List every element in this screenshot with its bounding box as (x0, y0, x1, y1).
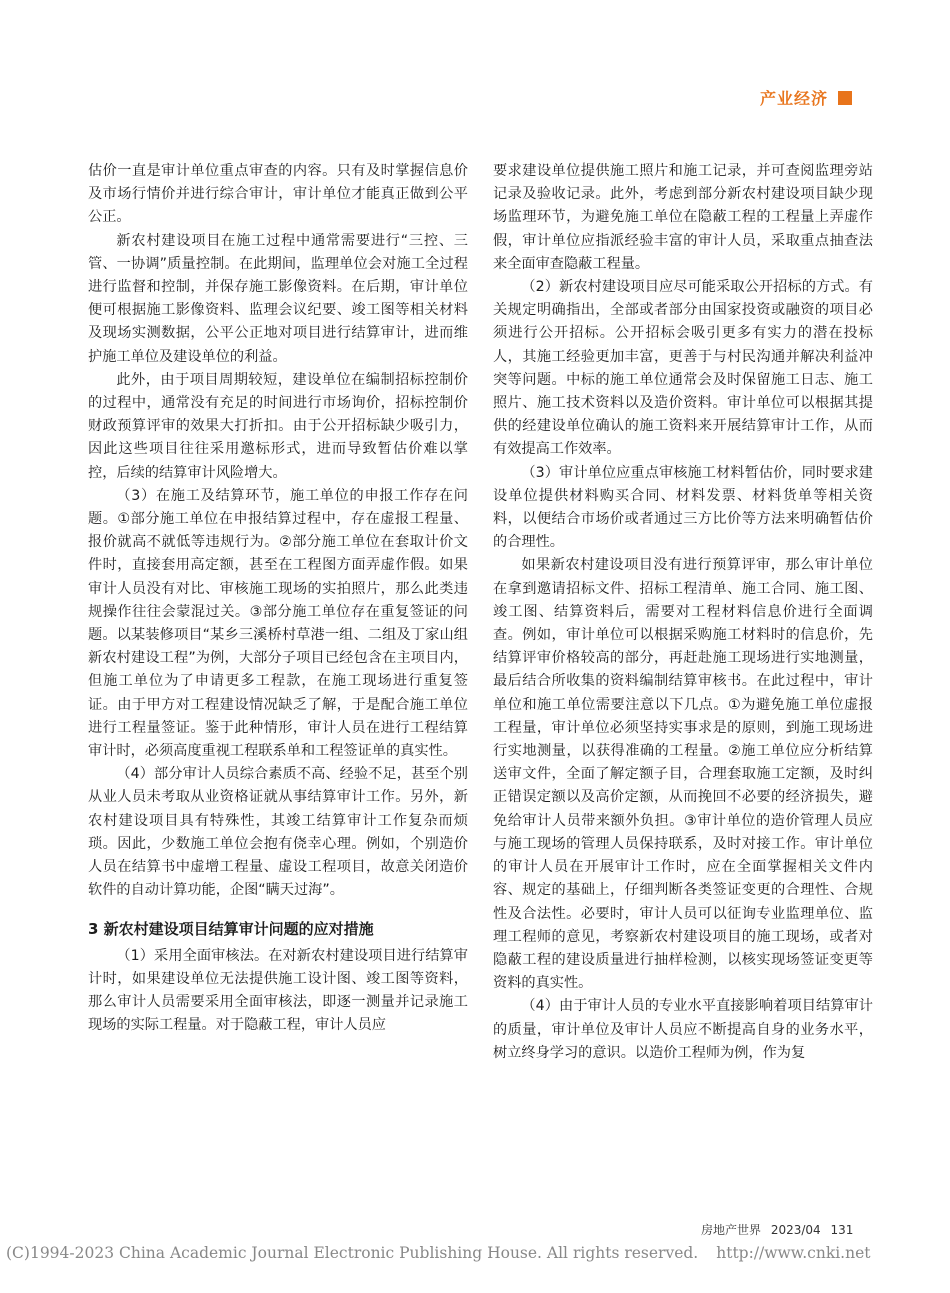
journal-name: 房地产世界 (701, 1223, 762, 1237)
paragraph: （1）采用全面审核法。在对新农村建设项目进行结算审计时，如果建设单位无法提供施工设计图、竣工图等资料，那么审计人员需要采用全面审核法，即逐一测量并记录施工现场的实际工程量。对于隐蔽工程，审计人员应 (88, 947, 468, 1034)
paragraph: （2）新农村建设项目应尽可能采取公开招标的方式。有关规定明确指出，全部或者部分由国家投资或融资的项目必须进行公开招标。公开招标会吸引更多有实力的潜在投标人，其施工经验更加丰富，更善于与村民沟通并解决利益冲突等问题。中标的施工单位通常会及时保留施工日志、施工照片、施工技术资料以及造价资料。审计单位可以根据其提供的经建设单位确认的施工资料来开展结算审计工作，从而有效提高工作效率。 (493, 279, 873, 458)
page-footer (701, 1221, 859, 1238)
section-title: 产业经济 (759, 89, 828, 108)
paragraph: 新农村建设项目在施工过程中通常需要进行“三控、三管、一协调”质量控制。在此期间，监理单位会对施工全过程进行监督和控制，并保存施工影像资料。在后期，审计单位便可根据施工影像资料、监理会议纪要、竣工图等相关材料及现场实测数据，公平公正地对项目进行结算审计，进而维护施工单位及建设单位的利益。 (88, 232, 468, 365)
right-column (493, 160, 873, 1065)
paragraph: （4）由于审计人员的专业水平直接影响着项目结算审计的质量，审计单位及审计人员应不断提高自身的业务水平，树立终身学习的意识。以造价工程师为例，作为复 (493, 998, 873, 1061)
section-heading: 3 新农村建设项目结算审计问题的应对措施 (88, 919, 374, 938)
paragraph: （3）审计单位应重点审核施工材料暂估价，同时要求建设单位提供材料购买合同、材料发票、材料货单等相关资料，以便结合市场价或者通过三方比价等方法来明确暂估价的合理性。 (493, 464, 873, 551)
paragraph: 要求建设单位提供施工照片和施工记录，并可查阅监理旁站记录及验收记录。此外，考虑到部分新农村建设项目缺少现场监理环节，为避免施工单位在隐蔽工程的工程量上弄虚作假，审计单位应指派经验丰富的审计人员，采取重点抽查法来全面审查隐蔽工程量。 (493, 163, 873, 272)
paragraph: 如果新农村建设项目没有进行预算评审，那么审计单位在拿到邀请招标文件、招标工程清单、施工合同、施工图、竣工图、结算资料后，需要对工程材料信息价进行全面调查。例如，审计单位可以根据采购施工材料时的信息价，先结算评审价格较高的部分，再赶赴施工现场进行实地测量，最后结合所收集的资料编制结算审核书。在此过程中，审计单位和施工单位需要注意以下几点。①为避免施工单位虚报工程量，审计单位必须坚持实事求是的原则，到施工现场进行实地测量，以获得准确的工程量。②施工单位应分析结算送审文件，全面了解定额子目，合理套取施工定额，及时纠正错误定额以及高价定额，从而挽回不必要的经济损失，避免给审计人员带来额外负担。③审计单位的造价管理人员应与施工现场的管理人员保持联系，及时对接工作。审计单位的审计人员在开展审计工作时，应在全面掌握相关文件内容、规定的基础上，仔细判断各类签证变更的合理性、合规性及合法性。必要时，审计人员可以征询专业监理单位、监理工程师的意见，考察新农村建设项目的施工现场，或者对隐蔽工程的建设质量进行抽样检测，以核实现场签证变更等资料的真实性。 (493, 557, 873, 992)
issue-number: 2023/04 (770, 1223, 821, 1237)
source-url: http://www.cnki.net (716, 1244, 871, 1262)
paragraph: 估价一直是审计单位重点审查的内容。只有及时掌握信息价及市场行情价并进行综合审计，审计单位才能真正做到公平公正。 (88, 163, 468, 226)
section-marker-icon (838, 91, 852, 105)
left-column (88, 160, 468, 1037)
copyright-notice: (C)1994-2023 China Academic Journal Electronic Publishing House. All rights reserved. (6, 1244, 699, 1262)
paragraph: 此外，由于项目周期较短，建设单位在编制招标控制价的过程中，通常没有充足的时间进行市场询价，招标控制价财政预算评审的效果大打折扣。由于公开招标缺少吸引力，因此这些项目往往采用邀标形式，进而导致暂估价难以掌控，后续的结算审计风险增大。 (88, 371, 468, 481)
section-label (760, 86, 852, 109)
copyright-bar (6, 1244, 870, 1262)
page-number: 131 (830, 1223, 854, 1237)
paragraph: （4）部分审计人员综合素质不高、经验不足，甚至个别从业人员未考取从业资格证就从事结算审计工作。另外，新农村建设项目具有特殊性，其竣工结算审计工作复杂而烦琐。因此，少数施工单位会抱有侥幸心理。例如，个别造价人员在结算书中虚增工程量、虚设工程项目，故意关闭造价软件的自动计算功能，企图“瞒天过海”。 (88, 766, 468, 899)
paragraph: （3）在施工及结算环节，施工单位的申报工作存在问题。①部分施工单位在申报结算过程中，存在虚报工程量、报价就高不就低等违规行为。②部分施工单位在套取计价文件时，直接套用高定额，甚至在工程图方面弄虚作假。如果审计人员没有对比、审核施工现场的实拍照片，那么此类违规操作往往会蒙混过关。③部分施工单位存在重复签证的问题。以某装修项目“某乡三溪桥村草港一组、二组及丁家山组新农村建设工程”为例，大部分子项目已经包含在主项目内，但施工单位为了申请更多工程款，在施工现场进行重复签证。由于甲方对工程建设情况缺乏了解，于是配合施工单位进行工程量签证。鉴于此种情形，审计人员在进行工程结算审计时，必须高度重视工程联系单和工程签证单的真实性。 (88, 487, 468, 760)
